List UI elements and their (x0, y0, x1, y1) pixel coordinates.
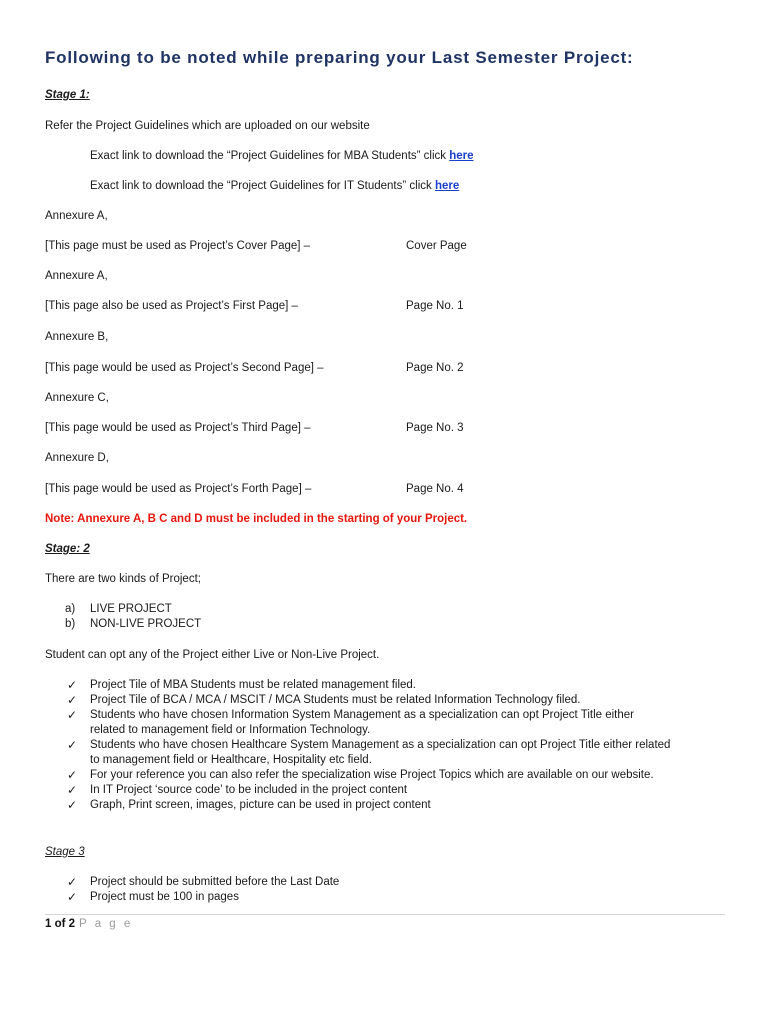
it-guidelines-text: Exact link to download the “Project Guidelines for IT Students” click (90, 180, 432, 192)
footer-divider (45, 914, 725, 915)
check-item: Project Tile of BCA / MCA / MSCIT / MCA Students must be related Information Technology filed. (90, 694, 581, 706)
page-footer (45, 918, 133, 930)
annexure-page: Page No. 3 (406, 422, 464, 434)
mba-guidelines-text: Exact link to download the “Project Guidelines for MBA Students” click (90, 150, 447, 162)
annexure-desc: [This page would be used as Project’s Third Page] – (45, 422, 311, 434)
checkmark-icon: ✓ (67, 798, 78, 812)
it-guidelines-line (90, 179, 459, 193)
checkmark-icon: ✓ (67, 875, 78, 889)
annexure-desc: [This page would be used as Project’s Forth Page] – (45, 483, 312, 495)
annexure-desc: [This page also be used as Project’s First Page] – (45, 300, 298, 312)
annexure-name: Annexure C, (45, 392, 109, 404)
annexure-desc: [This page would be used as Project’s Second Page] – (45, 362, 324, 374)
list-text: LIVE PROJECT (90, 603, 172, 615)
page-number: 1 of 2 (45, 918, 76, 930)
checkmark-icon: ✓ (67, 678, 78, 692)
checkmark-icon: ✓ (67, 890, 78, 904)
check-item: Graph, Print screen, images, picture can be used in project content (90, 799, 431, 811)
annexure-page: Page No. 2 (406, 362, 464, 374)
opt-text: Student can opt any of the Project either Live or Non-Live Project. (45, 649, 380, 661)
annexure-name: Annexure A, (45, 270, 108, 282)
annexure-page: Page No. 1 (406, 300, 464, 312)
annexure-desc: [This page must be used as Project’s Cover Page] – (45, 240, 311, 252)
check-item: In IT Project ‘source code’ to be included in the project content (90, 784, 408, 796)
stage1-heading: Stage 1: (45, 89, 90, 101)
annexure-page: Page No. 4 (406, 483, 464, 495)
document-title: Following to be noted while preparing your Last Semester Project: (45, 48, 634, 67)
annexure-note: Note: Annexure A, B C and D must be included in the starting of your Project. (45, 513, 468, 525)
check-item-continued: related to management field or Information Technology. (90, 724, 371, 736)
check-item: Project must be 100 in pages (90, 891, 239, 903)
check-item: Students who have chosen Information System Management as a specialization can opt Project Title either (90, 709, 634, 721)
list-text: NON-LIVE PROJECT (90, 618, 202, 630)
list-marker: a) (65, 603, 76, 615)
stage3-heading: Stage 3 (45, 846, 85, 858)
stage2-intro: There are two kinds of Project; (45, 573, 201, 585)
checkmark-icon: ✓ (67, 693, 78, 707)
annexure-name: Annexure D, (45, 452, 109, 464)
annexure-name: Annexure A, (45, 210, 108, 222)
stage1-intro: Refer the Project Guidelines which are uploaded on our website (45, 120, 370, 132)
annexure-page: Cover Page (406, 240, 467, 252)
list-marker: b) (65, 618, 76, 630)
annexure-name: Annexure B, (45, 331, 109, 343)
check-item: Students who have chosen Healthcare System Management as a specialization can opt Project Title either related (90, 739, 671, 751)
check-item: Project Tile of MBA Students must be related management filed. (90, 679, 417, 691)
checkmark-icon: ✓ (67, 783, 78, 797)
checkmark-icon: ✓ (67, 738, 78, 752)
stage2-heading: Stage: 2 (45, 543, 90, 555)
checkmark-icon: ✓ (67, 708, 78, 722)
check-item: Project should be submitted before the Last Date (90, 876, 340, 888)
checkmark-icon: ✓ (67, 768, 78, 782)
page-label: P a g e (79, 918, 133, 930)
it-guidelines-link[interactable]: here (434, 180, 460, 192)
check-item: For your reference you can also refer the specialization wise Project Topics which are available on our website. (90, 769, 654, 781)
mba-guidelines-line (90, 149, 474, 163)
mba-guidelines-link[interactable]: here (449, 150, 474, 162)
check-item-continued: to management field or Healthcare, Hospitality etc field. (90, 754, 372, 766)
